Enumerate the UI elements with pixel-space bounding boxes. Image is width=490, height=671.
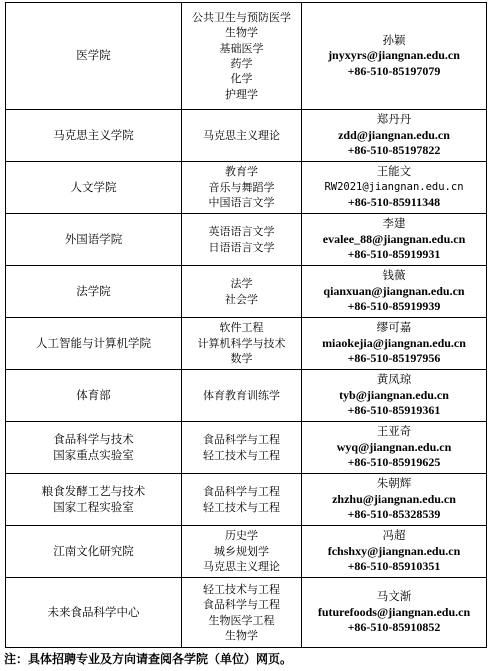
contact-email[interactable]: fchshxy@jiangnan.edu.cn — [327, 543, 461, 558]
contact-phone: +86-510-85197956 — [347, 351, 441, 366]
contact-cell — [302, 422, 487, 474]
unit-name-cell — [6, 370, 182, 422]
contact-name: 钱薇 — [382, 268, 406, 283]
contact-email[interactable]: futurefoods@jiangnan.edu.cn — [317, 604, 471, 619]
table-row — [6, 422, 487, 474]
majors-cell — [182, 422, 302, 474]
contact-name: 王能文 — [376, 164, 412, 179]
major-item: 法学 — [230, 277, 253, 291]
major-item: 日语语言文学 — [208, 240, 275, 254]
major-item: 食品科学与工程 — [203, 433, 280, 447]
unit-name-cell — [6, 162, 182, 214]
majors-cell — [182, 474, 302, 526]
major-item: 食品科学与工程 — [203, 485, 280, 499]
unit-name-cell — [6, 318, 182, 370]
contact-cell — [302, 578, 487, 648]
unit-name-line: 未来食品科学中心 — [47, 604, 140, 619]
contact-email[interactable]: tyb@jiangnan.edu.cn — [339, 387, 449, 402]
unit-name-line: 食品科学与技术 — [53, 432, 134, 447]
contact-phone: +86-510-85197822 — [347, 143, 441, 158]
unit-name-cell — [6, 526, 182, 578]
contact-email[interactable]: miaokejia@jiangnan.edu.cn — [322, 335, 466, 350]
major-item: 城乡规划学 — [214, 544, 269, 558]
unit-name-line: 外国语学院 — [64, 231, 123, 246]
major-item: 英语语言文学 — [208, 225, 275, 239]
footnote: 注：具体招聘专业及方向请查阅各学院（单位）网页。 — [4, 652, 293, 666]
majors-cell — [182, 3, 302, 110]
majors-cell — [182, 266, 302, 318]
major-item: 体育教育训练学 — [203, 388, 280, 402]
contact-phone: +86-510-85919931 — [347, 247, 441, 262]
contact-phone: +86-510-85911348 — [347, 195, 441, 210]
contact-name: 郑丹丹 — [376, 112, 412, 127]
contact-name: 李建 — [382, 216, 406, 231]
major-item: 生物学 — [225, 628, 258, 642]
majors-cell — [182, 578, 302, 648]
contact-phone: +86-510-85910351 — [347, 559, 441, 574]
major-item: 药学 — [230, 57, 253, 70]
unit-name-line: 人工智能与计算机学院 — [36, 335, 151, 350]
contact-name: 朱朝辉 — [376, 476, 412, 491]
unit-name-line: 国家重点实验室 — [53, 447, 134, 462]
majors-cell — [182, 526, 302, 578]
major-item: 轻工技术与工程 — [203, 448, 280, 462]
contact-email[interactable]: zhzhu@jiangnan.edu.cn — [332, 491, 456, 506]
table-row — [6, 578, 487, 648]
contact-name: 冯超 — [382, 528, 406, 543]
major-item: 轻工技术与工程 — [203, 582, 280, 596]
major-item: 轻工技术与工程 — [203, 500, 280, 514]
contact-email[interactable]: jnyxyrs@jiangnan.edu.cn — [328, 48, 460, 63]
unit-name-cell — [6, 578, 182, 648]
table-row — [6, 474, 487, 526]
unit-name-cell — [6, 422, 182, 474]
major-item: 数学 — [230, 352, 253, 366]
contact-email[interactable]: RW2021@jiangnan.edu.cn — [324, 180, 464, 193]
contact-cell — [302, 370, 487, 422]
major-item: 社会学 — [225, 292, 258, 306]
table-row — [6, 370, 487, 422]
majors-cell — [182, 214, 302, 266]
contact-cell — [302, 214, 487, 266]
major-item: 生物学 — [225, 26, 258, 40]
recruitment-contact-table — [5, 2, 487, 648]
contact-email[interactable]: qianxuan@jiangnan.edu.cn — [323, 283, 465, 298]
major-item: 历史学 — [225, 529, 258, 543]
unit-name-cell — [6, 266, 182, 318]
major-item: 食品科学与工程 — [203, 598, 280, 612]
majors-cell — [182, 110, 302, 162]
major-item: 基础医学 — [219, 41, 264, 55]
contact-name: 马文渐 — [376, 589, 412, 604]
table-body — [6, 3, 487, 648]
unit-name-line: 体育部 — [76, 387, 111, 402]
contact-cell — [302, 318, 487, 370]
contact-name: 王亚奇 — [376, 424, 412, 439]
unit-name-line: 江南文化研究院 — [53, 543, 134, 558]
unit-name-line: 国家工程实验室 — [53, 499, 134, 514]
table-row — [6, 214, 487, 266]
table-row — [6, 526, 487, 578]
major-item: 化学 — [230, 72, 253, 86]
unit-name-cell — [6, 214, 182, 266]
table-row — [6, 162, 487, 214]
unit-name-cell — [6, 3, 182, 110]
major-item: 计算机科学与技术 — [197, 336, 286, 350]
contact-email[interactable]: evalee_88@jiangnan.edu.cn — [322, 231, 466, 246]
contact-email[interactable]: wyq@jiangnan.edu.cn — [336, 439, 452, 454]
contact-email[interactable]: zdd@jiangnan.edu.cn — [338, 127, 450, 142]
major-item: 音乐与舞蹈学 — [208, 180, 275, 194]
contact-cell — [302, 266, 487, 318]
contact-cell — [302, 474, 487, 526]
major-item: 公共卫生与预防医学 — [192, 10, 291, 24]
majors-cell — [182, 318, 302, 370]
table-row — [6, 110, 487, 162]
unit-name-cell — [6, 474, 182, 526]
unit-name-line: 粮食发酵工艺与技术 — [41, 484, 146, 499]
contact-phone: +86-510-85910852 — [347, 620, 441, 635]
contact-cell — [302, 526, 487, 578]
contact-phone: +86-510-85919361 — [347, 403, 441, 418]
unit-name-line: 法学院 — [76, 283, 111, 298]
contact-cell — [302, 3, 487, 110]
contact-phone: +86-510-85328539 — [347, 507, 441, 522]
table-row — [6, 266, 487, 318]
contact-phone: +86-510-85919625 — [347, 455, 441, 470]
contact-name: 缪可嘉 — [376, 320, 412, 335]
unit-name-cell — [6, 110, 182, 162]
contact-phone: +86-510-85919939 — [347, 299, 441, 314]
major-item: 马克思主义理论 — [203, 560, 280, 574]
contact-name: 黄凤琼 — [376, 372, 412, 387]
major-item: 生物医学工程 — [208, 613, 275, 627]
major-item: 教育学 — [225, 165, 258, 179]
unit-name-line: 马克思主义学院 — [53, 127, 134, 142]
contact-phone: +86-510-85197079 — [347, 63, 441, 78]
unit-name-line: 人文学院 — [70, 179, 117, 194]
table-row — [6, 3, 487, 110]
major-item: 马克思主义理论 — [203, 128, 280, 142]
majors-cell — [182, 370, 302, 422]
major-item: 中国语言文学 — [208, 196, 275, 210]
majors-cell — [182, 162, 302, 214]
unit-name-line: 医学院 — [76, 48, 111, 63]
table-row — [6, 318, 487, 370]
major-item: 护理学 — [225, 87, 258, 101]
contact-cell — [302, 110, 487, 162]
contact-cell — [302, 162, 487, 214]
contact-name: 孙颖 — [382, 32, 406, 47]
major-item: 软件工程 — [219, 321, 264, 335]
